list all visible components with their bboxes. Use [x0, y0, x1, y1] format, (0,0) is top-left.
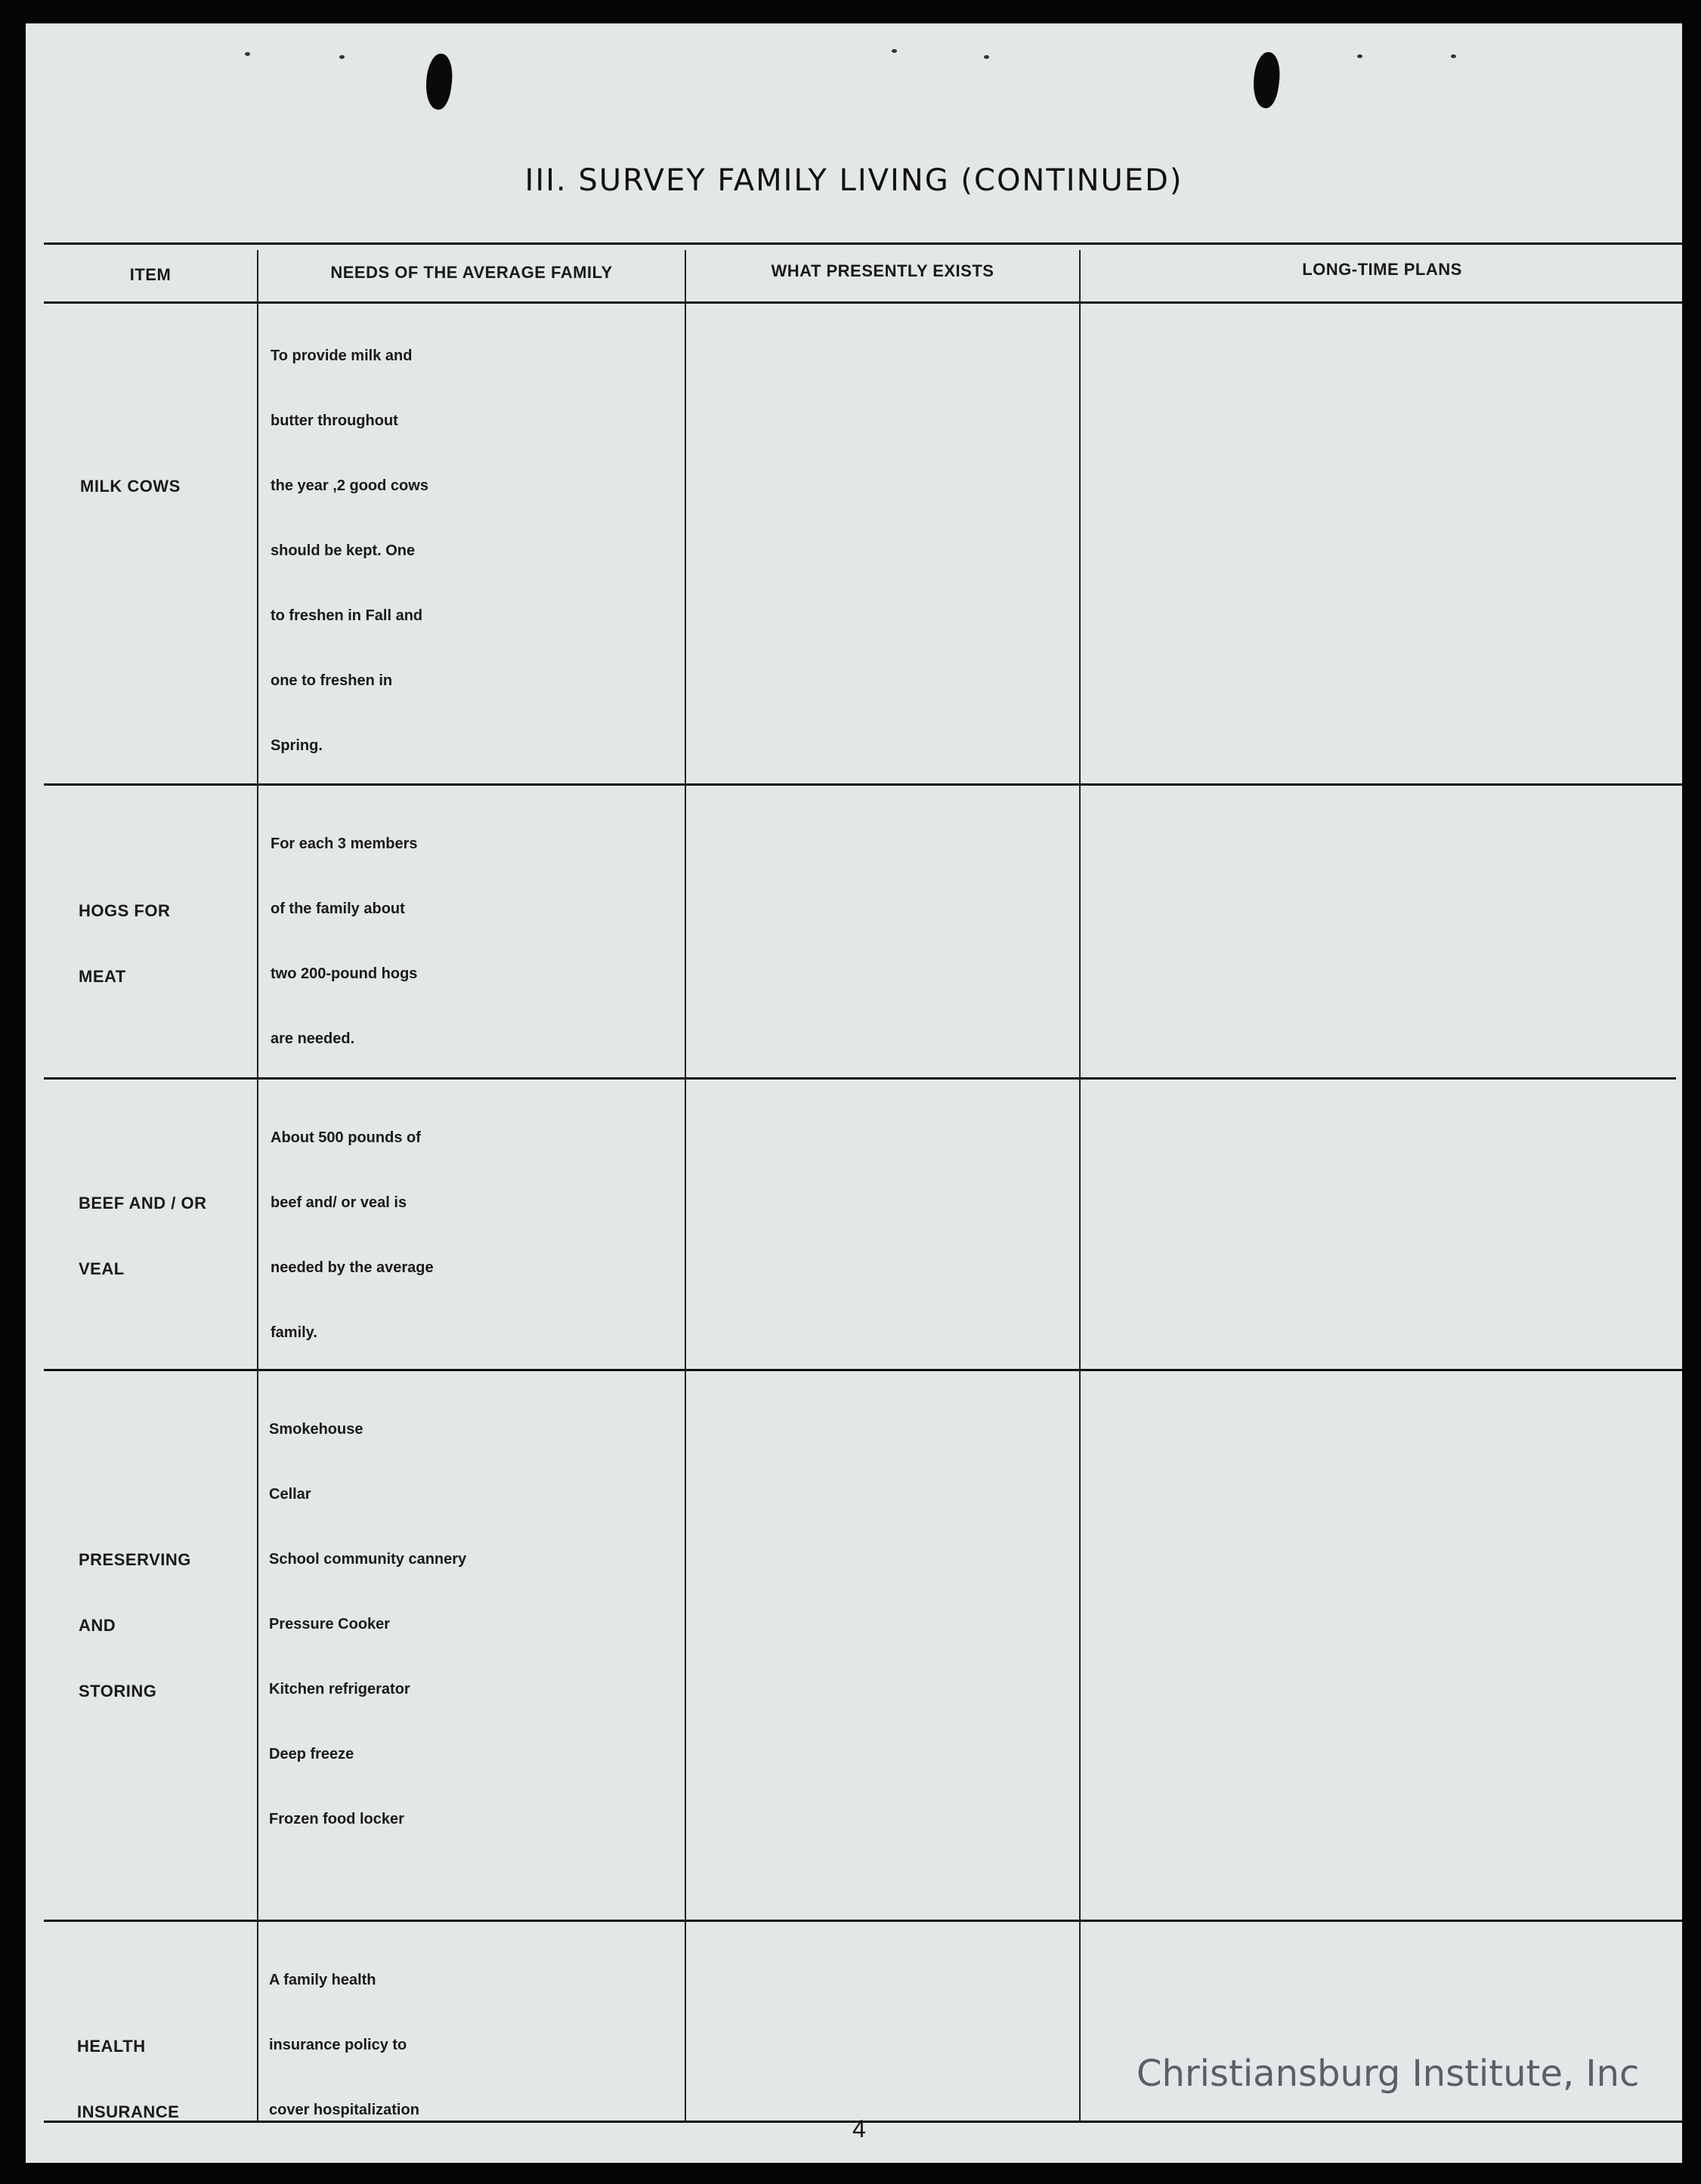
column-header-exists: WHAT PRESENTLY EXISTS [771, 261, 994, 280]
needs-line: to freshen in Fall and [271, 607, 423, 624]
column-divider [1079, 250, 1081, 2121]
column-divider [257, 250, 258, 2121]
needs-line: About 500 pounds of [271, 1129, 421, 1146]
needs-line: two 200-pound hogs [271, 965, 418, 982]
needs-line: beef and/ or veal is [271, 1194, 407, 1211]
paper-mark [1451, 54, 1456, 58]
needs-line: A family health [269, 1972, 376, 1988]
paper-mark [892, 49, 897, 53]
punch-hole-right [1250, 51, 1283, 110]
needs-line: butter throughout [271, 412, 398, 429]
item-label: STORING [79, 1682, 157, 1701]
row-needs-preserving [269, 1397, 466, 1852]
needs-line: the year ,2 good cows [271, 477, 428, 494]
row-item-milk-cows [80, 453, 181, 519]
needs-line: Frozen food locker [269, 1811, 404, 1827]
row-divider [44, 1369, 1682, 1371]
punch-hole-left [422, 52, 456, 111]
item-label: MEAT [79, 967, 126, 986]
row-needs-hogs [271, 811, 418, 1071]
row-divider [44, 783, 1682, 786]
row-divider [44, 1920, 1682, 1922]
row-needs-beef [271, 1105, 434, 1365]
document-page [26, 23, 1682, 2163]
row-divider [44, 1077, 1676, 1080]
row-item-preserving-storing [79, 1527, 191, 1724]
paper-mark [245, 52, 250, 56]
paper-mark [984, 55, 989, 59]
column-header-item: ITEM [129, 265, 172, 284]
item-label: HOGS FOR [79, 901, 171, 920]
item-label: BEEF AND / OR [79, 1194, 207, 1212]
row-item-health-insurance [77, 2013, 179, 2145]
watermark: Christiansburg Institute, Inc [1137, 2053, 1640, 2095]
table-top-rule [44, 242, 1682, 245]
row-item-hogs-for-meat [79, 878, 170, 1009]
needs-line: Deep freeze [269, 1746, 354, 1762]
needs-line: Cellar [269, 1486, 311, 1503]
needs-line: To provide milk and [271, 348, 413, 364]
item-label: INSURANCE [77, 2102, 180, 2121]
column-header-plans: LONG-TIME PLANS [1302, 260, 1462, 279]
needs-line: should be kept. One [271, 542, 416, 559]
row-needs-milk-cows [271, 323, 428, 778]
page-title: III. SURVEY FAMILY LIVING (CONTINUED) [524, 163, 1183, 198]
item-label: MILK COWS [80, 477, 181, 496]
column-header-needs: NEEDS OF THE AVERAGE FAMILY [330, 263, 613, 282]
needs-line: needed by the average [271, 1259, 434, 1276]
needs-line: Kitchen refrigerator [269, 1681, 410, 1697]
needs-line: are needed. [271, 1030, 355, 1047]
needs-line: School community cannery [269, 1551, 467, 1568]
needs-line: cover hospitalization [269, 2102, 419, 2118]
needs-line: Spring. [271, 737, 323, 754]
column-divider [685, 250, 686, 2121]
page-number: 4 [852, 2115, 866, 2142]
paper-mark [1357, 54, 1362, 58]
row-item-beef-veal [79, 1170, 206, 1302]
header-bottom-rule [44, 301, 1682, 304]
needs-line: Pressure Cooker [269, 1616, 391, 1633]
needs-line: family. [271, 1324, 317, 1341]
needs-line: insurance policy to [269, 2037, 407, 2053]
paper-mark [339, 55, 345, 59]
needs-line: one to freshen in [271, 672, 393, 689]
item-label: HEALTH [77, 2037, 146, 2056]
item-label: VEAL [79, 1259, 125, 1278]
item-label: PRESERVING [79, 1550, 191, 1569]
needs-line: Smokehouse [269, 1421, 363, 1438]
item-label: AND [79, 1616, 116, 1635]
needs-line: For each 3 members [271, 836, 418, 852]
needs-line: of the family about [271, 900, 405, 917]
row-needs-health [269, 1948, 419, 2142]
